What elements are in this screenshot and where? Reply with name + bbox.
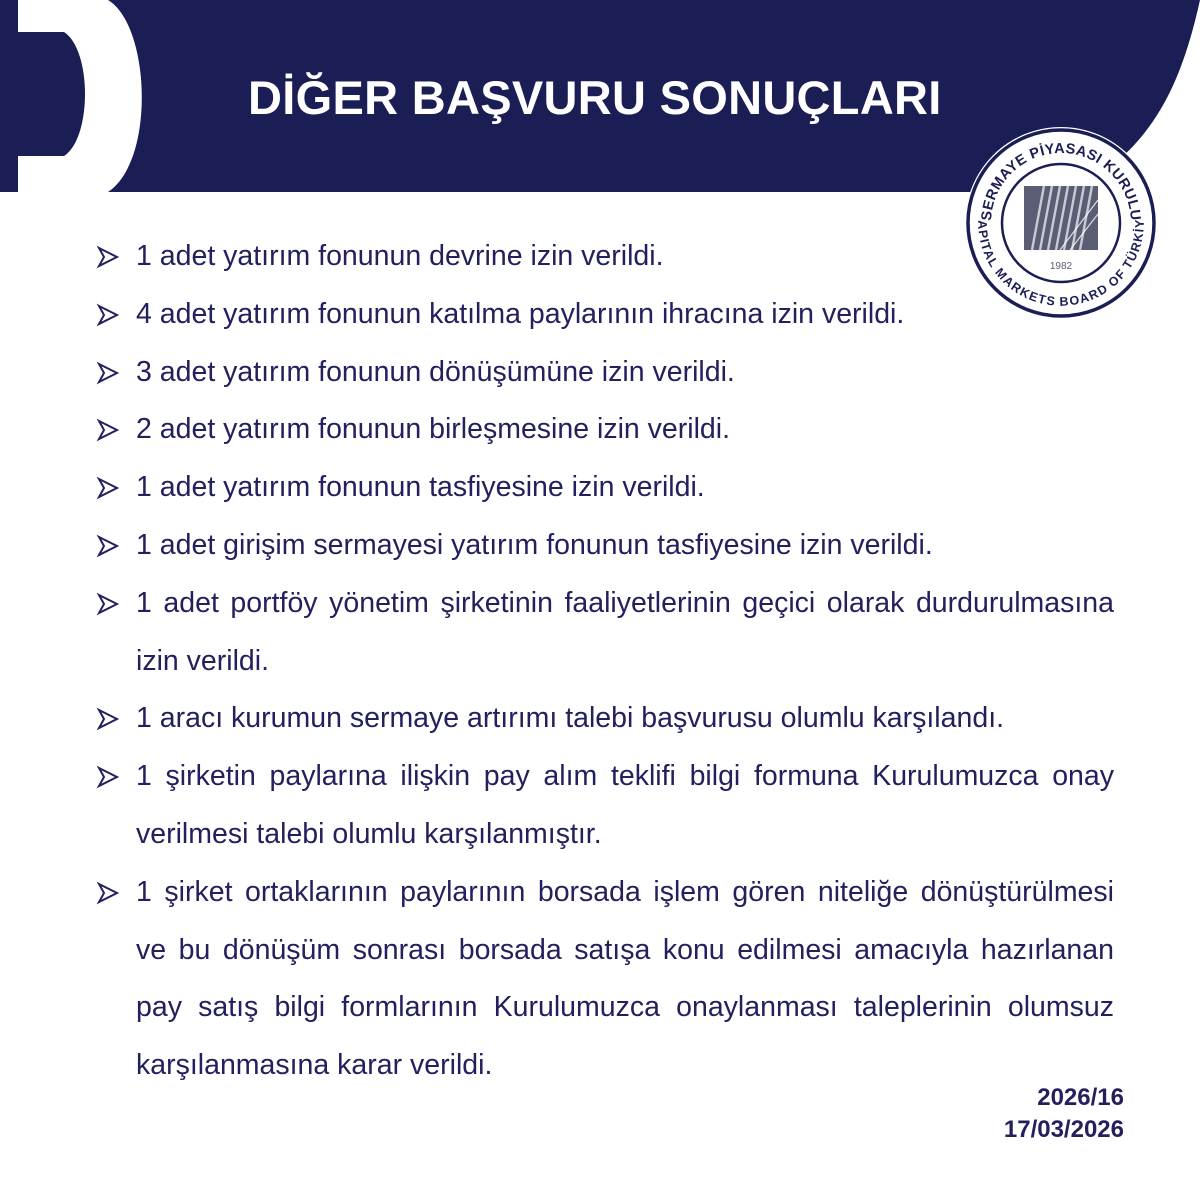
list-item-text: 3 adet yatırım fonunun dönüşümüne izin verildi. (136, 355, 735, 388)
arrow-bullet-icon (96, 361, 120, 385)
list-item-text: 1 şirketin paylarına ilişkin pay alım teklifi bilgi formuna Kurulumuzca onay verilmesi talebi olumlu karşılanmıştır. (136, 760, 1114, 850)
list-item-text: 1 adet portföy yönetim şirketinin faaliyetlerinin geçici olarak durdurulmasına izin verildi. (136, 586, 1114, 677)
list-item-text: 1 adet yatırım fonunun tasfiyesine izin verildi. (136, 471, 705, 504)
arrow-bullet-icon (96, 476, 120, 500)
list-item (96, 459, 1114, 517)
logo-top-text: SERMAYE PİYASASI KURULU (978, 140, 1144, 222)
list-item-text: 1 adet yatırım fonunun devrine izin verildi. (136, 240, 664, 272)
list-item-text: 1 şirket ortaklarının paylarının borsada işlem gören niteliğe dönüştürülmesi ve bu dönüşüm sonrası borsada satışa konu edilmesi amacıyla hazırlanan pay satış bilgi formlarının Kurulumuzca onaylanması taleplerinin olumsuz karşılanmasına karar verildi. (136, 875, 1114, 1082)
list-item-text: 4 adet yatırım fonunun katılma paylarının ihracına izin verildi. (136, 297, 905, 330)
list-item (96, 228, 1114, 286)
list-item-text: 2 adet yatırım fonunun birleşmesine izin verildi. (136, 413, 731, 446)
arrow-bullet-icon (96, 418, 120, 442)
arrow-bullet-icon (96, 881, 120, 905)
arrow-bullet-icon (96, 534, 120, 558)
results-list (96, 228, 1114, 1095)
arrow-bullet-icon (96, 592, 120, 616)
bulletin-date: 17/03/2026 (1003, 1116, 1124, 1143)
list-item (96, 690, 1114, 748)
list-item (96, 286, 1114, 344)
footer-meta (1004, 1082, 1124, 1146)
list-item (96, 344, 1114, 402)
logo-year: 1982 (1049, 261, 1073, 272)
list-item-text: 1 aracı kurumun sermaye artırımı talebi başvurusu olumlu karşılandı. (136, 702, 1005, 735)
arrow-bullet-icon (96, 707, 120, 731)
list-item (96, 748, 1114, 864)
list-item (96, 517, 1114, 575)
list-item-text: 1 adet girişim sermayesi yatırım fonunun tasfiyesine izin verildi. (136, 528, 933, 561)
arrow-bullet-icon (96, 245, 120, 269)
arrow-bullet-icon (96, 303, 120, 327)
list-item (96, 575, 1114, 691)
bulletin-number: 2026/16 (1037, 1084, 1124, 1111)
arrow-bullet-icon (96, 765, 120, 789)
logo-bottom-text: APITAL MARKETS BOARD OF TÜRKİY (975, 219, 1147, 309)
d-letter-mark (0, 0, 142, 192)
list-item (96, 864, 1114, 1095)
page-title: DİĞER BAŞVURU SONUÇLARI (248, 71, 942, 124)
list-item (96, 401, 1114, 459)
